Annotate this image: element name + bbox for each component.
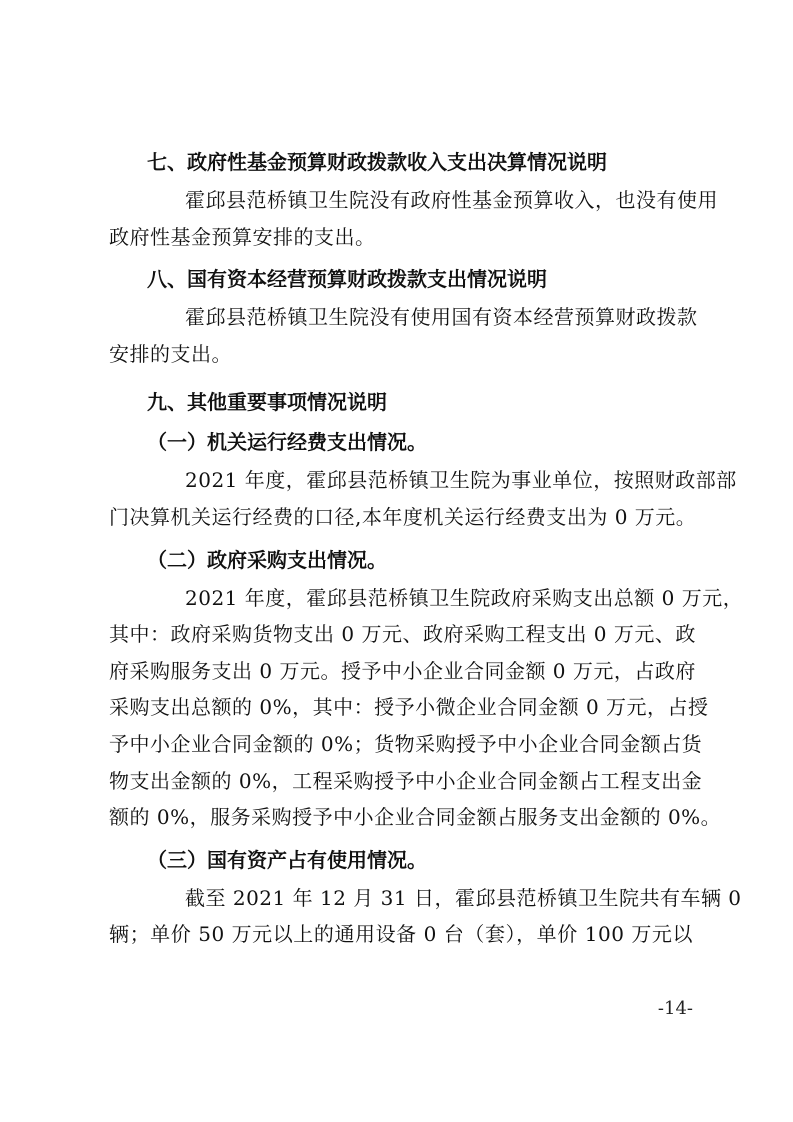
section-9-heading: 九、其他重要事项情况说明 xyxy=(147,390,387,415)
paragraph-line: 采购支出总额的 0%，其中：授予小微企业合同金额 0 万元，占授 xyxy=(109,695,709,720)
paragraph-line: 额的 0%，服务采购授予中小企业合同金额占服务支出金额的 0%。 xyxy=(109,805,722,830)
section-8-heading: 八、国有资本经营预算财政拨款支出情况说明 xyxy=(147,267,547,292)
section-9-1-heading: （一）机关运行经费支出情况。 xyxy=(147,430,427,455)
paragraph-line: 其中：政府采购货物支出 0 万元、政府采购工程支出 0 万元、政 xyxy=(109,622,696,647)
paragraph-line: 府采购服务支出 0 万元。授予中小企业合同金额 0 万元，占政府 xyxy=(109,658,696,683)
section-9-2-paragraph xyxy=(109,580,744,836)
document-body xyxy=(109,142,744,953)
section-8-paragraph xyxy=(109,299,698,372)
paragraph-line: 截至 2021 年 12 月 31 日，霍邱县范桥镇卫生院共有车辆 0 xyxy=(185,885,742,910)
page-number: -14- xyxy=(657,998,693,1019)
paragraph-line: 辆；单价 50 万元以上的通用设备 0 台（套），单价 100 万元以 xyxy=(109,922,693,947)
paragraph-line: 霍邱县范桥镇卫生院没有政府性基金预算收入，也没有使用 xyxy=(185,188,718,212)
paragraph-line: 政府性基金预算安排的支出。 xyxy=(109,224,376,249)
section-9-3-paragraph xyxy=(109,880,742,953)
section-9-3-heading: （三）国有资产占有使用情况。 xyxy=(147,847,427,872)
paragraph-line: 霍邱县范桥镇卫生院没有使用国有资本经营预算财政拨款 xyxy=(185,305,698,330)
section-7-heading: 七、政府性基金预算财政拨款收入支出决算情况说明 xyxy=(147,150,607,174)
paragraph-line: 2021 年度，霍邱县范桥镇卫生院为事业单位，按照财政部部 xyxy=(185,468,737,493)
paragraph-line: 安排的支出。 xyxy=(109,341,232,366)
section-9-1-paragraph xyxy=(109,462,737,535)
paragraph-line: 2021 年度，霍邱县范桥镇卫生院政府采购支出总额 0 万元， xyxy=(185,585,744,610)
paragraph-line: 予中小企业合同金额的 0%；货物采购授予中小企业合同金额占货 xyxy=(109,731,703,756)
paragraph-line: 门决算机关运行经费的口径,本年度机关运行经费支出为 0 万元。 xyxy=(109,504,697,529)
section-7-paragraph xyxy=(109,182,718,255)
paragraph-line: 物支出金额的 0%，工程采购授予中小企业合同金额占工程支出金 xyxy=(109,768,703,793)
section-9-2-heading: （二）政府采购支出情况。 xyxy=(147,547,387,572)
